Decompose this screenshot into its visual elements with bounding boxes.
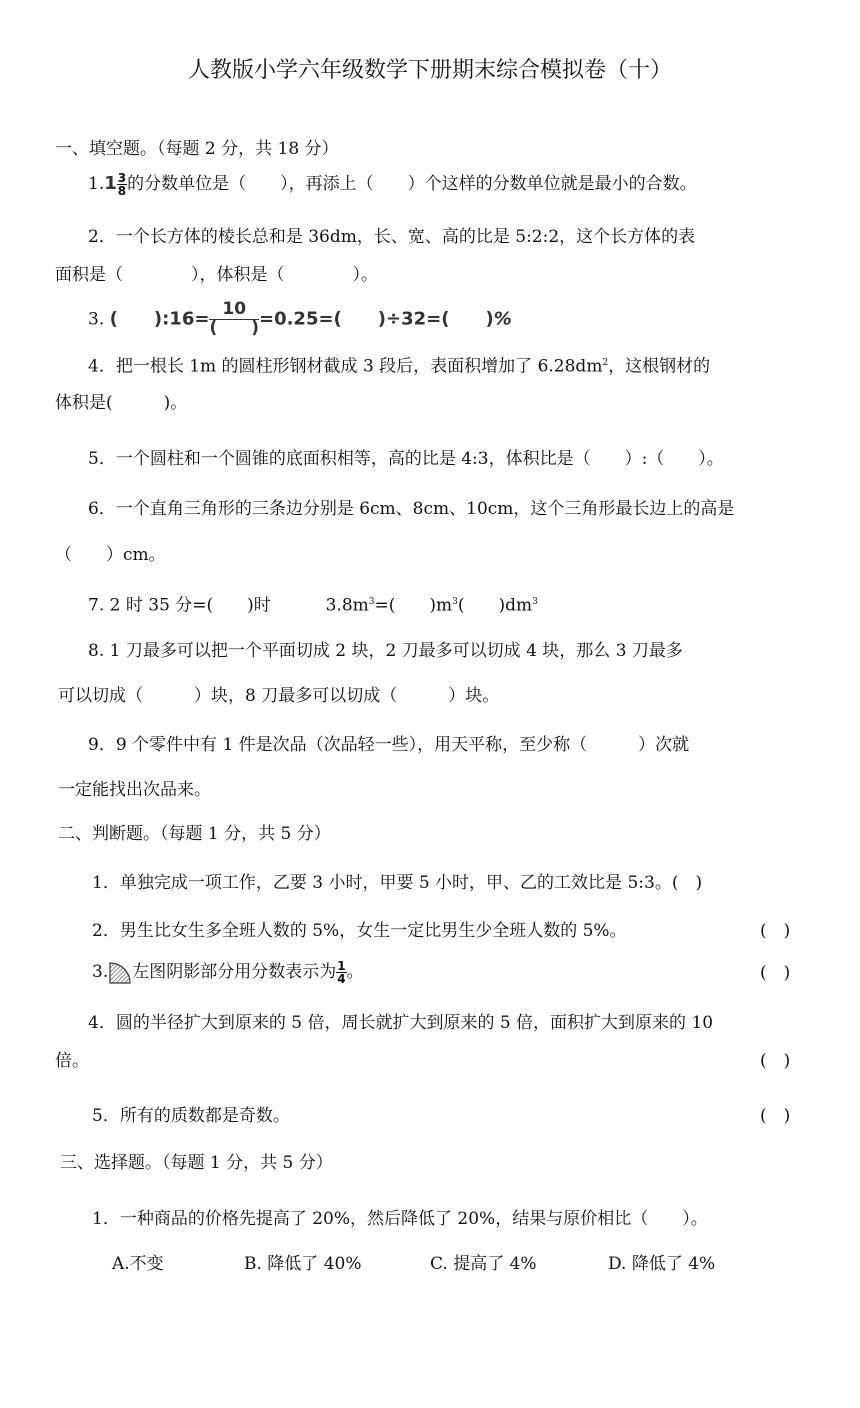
section1-heading: 一、填空题。（每题 2 分，共 18 分） <box>55 139 339 159</box>
judge-q5-text: 5．所有的质数都是奇数。 <box>92 1106 290 1126</box>
fill-q4-line1-b: ，这根钢材的 <box>608 356 711 377</box>
fill-q6-line1: 6．一个直角三角形的三条边分别是 6cm、8cm、10cm，这个三角形最长边上的高是 <box>88 499 735 519</box>
fill-q4-sup: 2 <box>602 358 609 368</box>
fill-q1-numerator: 3 <box>117 171 127 185</box>
judge-q3-numerator: 1 <box>337 959 346 973</box>
fill-q3-percent: % <box>493 308 512 330</box>
section3-heading: 三、选择题。（每题 1 分，共 5 分） <box>60 1153 333 1173</box>
judge-q3-bracket: ( ) <box>760 963 791 983</box>
judge-q3-post: 。 <box>346 962 364 982</box>
fill-q7-a: 7. 2 时 35 分=( )时 <box>88 595 271 616</box>
fill-q8-line2: 可以切成（ ）块，8 刀最多可以切成（ ）块。 <box>58 686 500 706</box>
fill-q1-denominator: 8 <box>117 184 127 198</box>
judge-q2-bracket: ( ) <box>760 921 791 941</box>
fill-q5: 5．一个圆柱和一个圆锥的底面积相等，高的比是 4:3，体积比是（ ）:（ ）。 <box>88 449 724 469</box>
fill-q7-sup3: 3 <box>532 597 538 607</box>
choice-q1-option-a: A.不变 <box>112 1254 164 1274</box>
fill-q3-left: ( ):16= <box>109 308 210 330</box>
fill-q2-line1: 2．一个长方体的棱长总和是 36dm，长、宽、高的比是 5:2:2，这个长方体的表 <box>88 227 696 247</box>
fill-q1-text: 的分数单位是（ ），再添上（ ）个这样的分数单位就是最小的合数。 <box>127 174 697 194</box>
fill-q9-line1: 9．9 个零件中有 1 件是次品（次品轻一些），用天平称，至少称（ ）次就 <box>88 735 690 755</box>
fill-q3-denominator: ( ) <box>209 318 259 338</box>
fill-q7-b-pre: 3.8m <box>325 595 369 616</box>
choice-q1-text: 1．一种商品的价格先提高了 20%，然后降低了 20%，结果与原价相比（ ）。 <box>92 1209 708 1229</box>
judge-q1-bracket: ( ) <box>671 873 703 893</box>
fill-q1-number: 1. <box>88 174 105 194</box>
section2-heading: 二、判断题。（每题 1 分，共 5 分） <box>58 824 331 844</box>
fill-q2-line2: 面积是（ ），体积是（ ）。 <box>55 265 378 285</box>
choice-q1-option-c: C. 提高了 4% <box>430 1254 537 1274</box>
fill-q4-line1-a: 4．把一根长 1m 的圆柱形钢材截成 3 段后，表面积增加了 6.28dm <box>88 356 603 377</box>
fill-q3-numerator: 10 <box>209 301 259 320</box>
choice-q1-option-b: B. 降低了 40% <box>244 1254 362 1274</box>
fill-q4-line2: 体积是( )。 <box>55 393 188 413</box>
fill-q7-sup2: 3 <box>452 597 458 607</box>
fill-q1 <box>88 172 697 197</box>
judge-q1-text: 1．单独完成一项工作，乙要 3 小时，甲要 5 小时，甲、乙的工效比是 5:3。 <box>92 873 672 893</box>
fill-q7-b-mid2: ( )dm <box>457 595 533 616</box>
fill-q7-sup1: 3 <box>368 597 375 607</box>
fill-q3-number: 3. <box>88 309 105 330</box>
fill-q9-line2: 一定能找出次品来。 <box>58 780 211 800</box>
fill-q3 <box>88 296 512 342</box>
judge-q4-line1: 4．圆的半径扩大到原来的 5 倍，周长就扩大到原来的 5 倍，面积扩大到原来的 10 <box>88 1013 714 1033</box>
fill-q4-line1 <box>88 352 710 378</box>
judge-q1 <box>92 872 702 894</box>
fill-q1-whole: 1 <box>104 173 117 194</box>
judge-q5-bracket: ( ) <box>760 1106 791 1126</box>
judge-q4-line2: 倍。 <box>55 1051 89 1071</box>
judge-q2-text: 2．男生比女生多全班人数的 5%，女生一定比男生少全班人数的 5%。 <box>92 921 627 941</box>
fill-q7 <box>88 591 538 617</box>
judge-q3 <box>92 960 364 985</box>
judge-q3-number: 3. <box>92 962 109 982</box>
fill-q1-fraction <box>117 172 127 197</box>
judge-q3-fraction <box>336 960 346 985</box>
judge-q4-bracket: ( ) <box>760 1051 791 1071</box>
page-title: 人教版小学六年级数学下册期末综合模拟卷（十） <box>187 58 672 83</box>
choice-q1-option-d: D. 降低了 4% <box>608 1254 716 1274</box>
judge-q3-denominator: 4 <box>337 972 346 986</box>
fill-q3-fraction <box>209 301 259 338</box>
judge-q3-text: 左图阴影部分用分数表示为 <box>132 962 337 982</box>
quarter-circle-shaded-icon <box>108 961 132 985</box>
fill-q3-right: =0.25=( )÷32=( ) <box>258 308 494 330</box>
fill-q8-line1: 8. 1 刀最多可以把一个平面切成 2 块，2 刀最多可以切成 4 块，那么 3 刀最多 <box>88 641 683 661</box>
fill-q7-b-mid: =( )m <box>374 595 453 616</box>
fill-q6-line2: （ ）cm。 <box>55 545 166 565</box>
